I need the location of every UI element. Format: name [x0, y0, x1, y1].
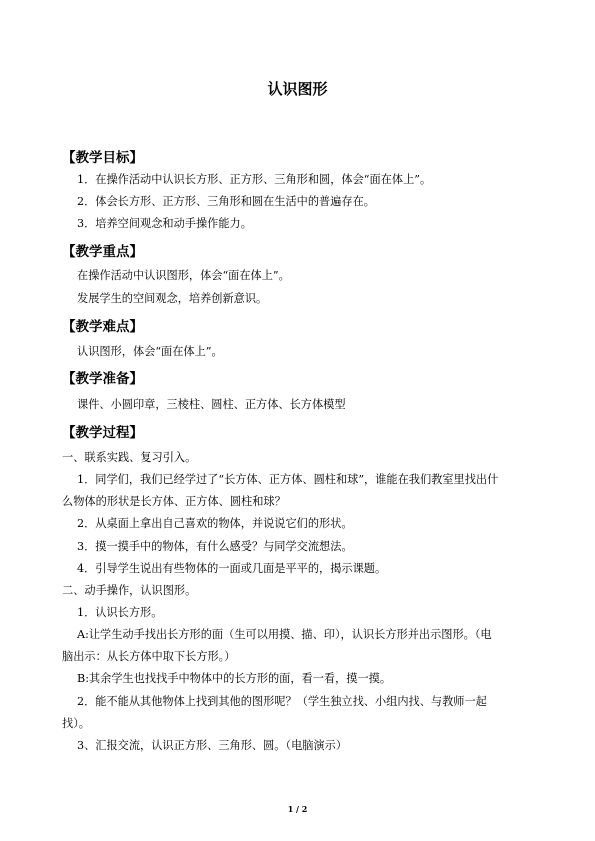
process-line: 二、动手操作，认识图形。	[62, 584, 197, 597]
process-line: B:其余学生也找找手中物体中的长方形的面，看一看，摸一摸。	[77, 672, 392, 685]
process-line: 2．能不能从其他物体上找到其他的图形呢？（学生独立找、小组内找、与教师一起	[77, 695, 487, 708]
section-heading-goals: 【教学目标】	[62, 150, 143, 166]
process-line: A:让学生动手找出长方形的面（生可以用摸、描、印），认识长方形并出示图形。（电	[77, 628, 492, 641]
process-line: 3、汇报交流，认识正方形、三角形、圆。（电脑演示）	[77, 739, 348, 752]
process-line: 一、联系实践、复习引入。	[62, 451, 197, 464]
section-heading-difficulty: 【教学难点】	[62, 319, 143, 335]
page-number: 1 / 2	[287, 804, 308, 814]
process-line: 1．同学们，我们已经学过了“长方体、正方体、圆柱和球”，谁能在我们教室里找出什	[77, 473, 499, 486]
process-line: 1．认识长方形。	[77, 606, 163, 619]
section-heading-preparation: 【教学准备】	[62, 371, 143, 387]
goal-item-3: 3．培养空间观念和动手操作能力。	[77, 217, 252, 230]
section-heading-keypoints: 【教学重点】	[62, 244, 143, 260]
keypoint-item-2: 发展学生的空间观念，培养创新意识。	[77, 292, 268, 305]
keypoint-item-1: 在操作活动中认识图形，体会“面在体上”。	[77, 269, 290, 282]
process-line: 找）。	[62, 717, 90, 730]
preparation-item-1: 课件、小圆印章，三棱柱、圆柱、正方体、长方体模型	[77, 398, 346, 411]
goal-item-2: 2．体会长方形、正方形、三角形和圆在生活中的普遍存在。	[77, 195, 375, 208]
difficulty-item-1: 认识图形，体会“面在体上”。	[77, 345, 223, 358]
process-line: 2．从桌面上拿出自己喜欢的物体，并说说它们的形状。	[77, 517, 353, 530]
process-line: 3．摸一摸手中的物体，有什么感受？与同学交流想法。	[77, 540, 353, 553]
process-line: 4．引导学生说出有些物体的一面或几面是平平的，揭示课题。	[77, 562, 387, 575]
process-line: 脑出示：从长方体中取下长方形。）	[62, 650, 236, 663]
page-title: 认识图形	[267, 80, 328, 98]
goal-item-1: 1．在操作活动中认识长方形、正方形、三角形和圆，体会“面在体上”。	[77, 173, 432, 186]
section-heading-process: 【教学过程】	[62, 425, 143, 441]
process-line: 么物体的形状是长方体、正方体、圆柱和球？	[62, 495, 286, 508]
